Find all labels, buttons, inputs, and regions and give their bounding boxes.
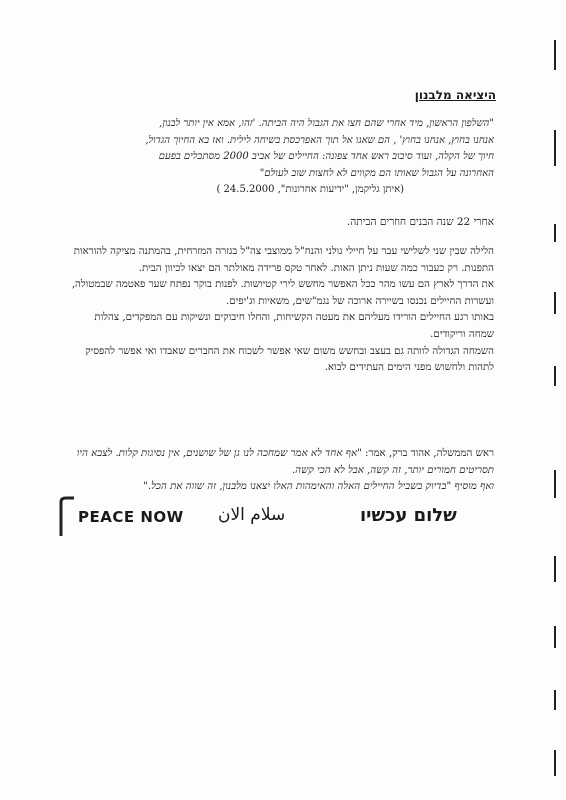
body-paragraph: השמחה הגדולה לוותה גם בעצב ובחשש משום שאי אפשר לשכוח את החברים שאבדו ואי אפשר להפסיק לתהות ולחשוש מפני הימים העתידים לבוא. [85, 345, 494, 374]
body-paragraph: הלילה שבין שני לשלישי עבר על חיילי גולני והנח"ל ממוצבי צה"ל בגזרה המזרחית, בהמתנה מציקה להוראות התפנות. רק כעבור כמה שעות ניתן האות. לאחר טקס פרידה מאולתר הם יצאו לכיוון הבית. [73, 246, 494, 274]
scan-tick [554, 690, 556, 710]
body-paragraph: את הדרך לארץ הם עשו מהר ככל האפשר מחשש לירי קטיושות. לפנות בוקר נפתח שער פאטמה שבמטולה, ועשרות החיילים נכנסו בשיירה ארוכה של נגמ"שים, משאיות וג'יפים. [71, 279, 494, 307]
quote-line: "השלפון הראשון, מיד אחרי שהם חצו את הגבול היה הביתה. 'זהו, אמא אין יותר לבנון, [159, 118, 494, 129]
closing-section [69, 446, 494, 496]
quote-line: האחרונה על הגבול שאותו הם מקווים לא לחצות שוב לעולם" [259, 167, 494, 179]
opening-quote [74, 116, 494, 199]
peace-now-logo [58, 500, 488, 536]
scan-tick [554, 366, 556, 386]
logo-arabic: سلام الان [218, 505, 286, 525]
scan-tick [554, 224, 556, 242]
scan-tick [554, 40, 556, 70]
document-title: היציאה מלבנון [414, 88, 496, 102]
scan-tick [554, 626, 556, 648]
body-paragraph: באותו רגע החיילים הורידו מעליהם את מעטה הקשיחות, והחלו חיבוקים ונשיקות עם המפקדים, צהלות שמחה וריקודים. [94, 312, 494, 340]
scan-tick [554, 130, 556, 166]
scan-edge-marks [554, 0, 556, 800]
closing-paragraph [69, 446, 494, 479]
closing-last: ואף מוסיף "בדיוק בשביל החיילים האלה והאימהות האלו יצאנו מלבנון, זה שווה את הכל." [143, 481, 494, 493]
quote-line: אנחנו בחוץ, אנחנו בחוץ' , הם שאגו אל תוך האפרכסת בשיחה לילית. ואז בא החיוך הגדול, [145, 134, 494, 146]
scan-tick [554, 556, 556, 582]
scan-tick [554, 470, 556, 498]
body-paragraphs [69, 244, 494, 377]
intro-sentence: אחרי 22 שנה הבנים חוזרים הביתה. [346, 216, 494, 228]
closing-intro: ראש הממשלה, אהוד ברק, אמר: [365, 448, 494, 459]
scan-tick [554, 292, 556, 314]
logo-english: PEACE NOW [78, 508, 184, 526]
logo-mark-icon [58, 496, 76, 536]
quote-line: חיוך של הקלה, ועוד סיבוב ראש אחד צפונה: החיילים של אביב 2000 מסתכלים בפעם [158, 151, 494, 163]
closing-quote: "אף אחד לא אמר שמחכה לנו גן של שושנים, אין נסיגות קלות. לצבא היו תסריטים חמורים יותר, זה קשה, אבל לא הכי קשה. [76, 448, 494, 476]
quote-attribution: (איתן גליקמן, "ידיעות אחרונות", 24.5.2000 ) [216, 184, 404, 196]
logo-hebrew: שלום עכשיו [360, 505, 457, 526]
scan-tick [554, 750, 556, 776]
